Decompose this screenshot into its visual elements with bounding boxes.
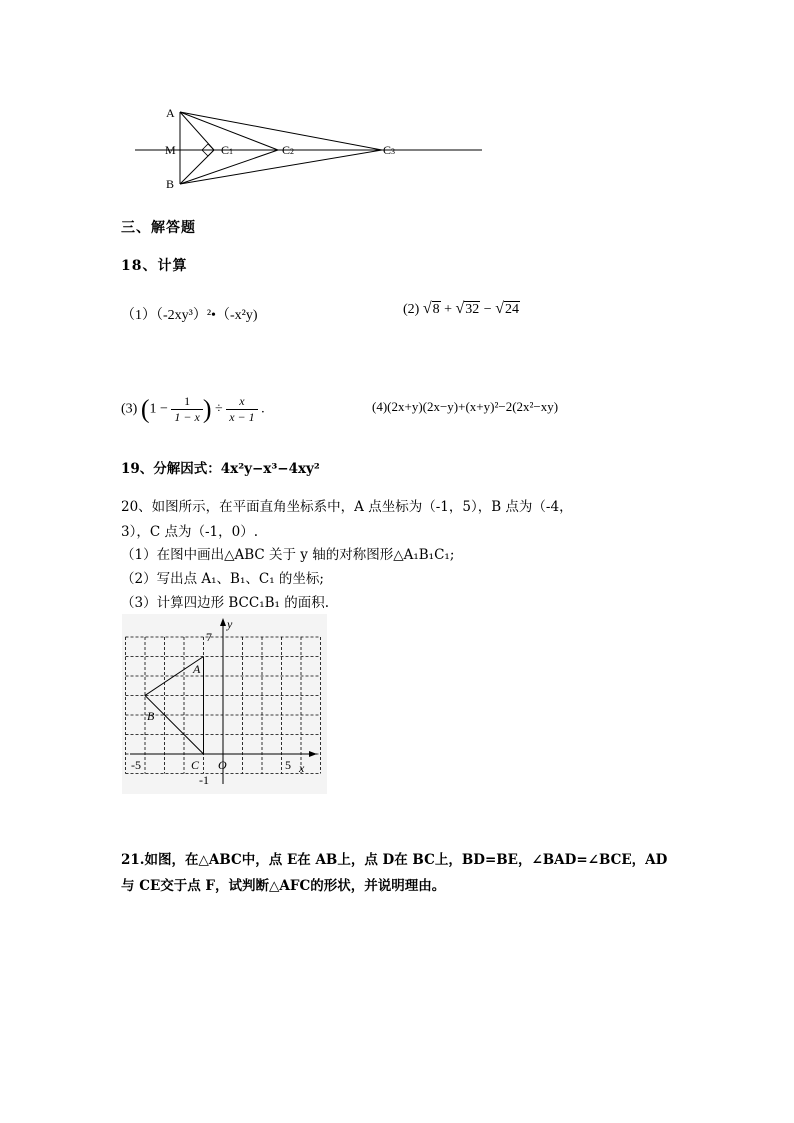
q20-item3: （3）计算四边形 BCC₁B₁ 的面积. xyxy=(121,595,330,611)
section-title-answers: 三、解答题 xyxy=(121,220,196,236)
q18-part3: (3) (1 − $\frac{1}{1 - x}$ ) ÷ $\frac{x}{x - 1}$ . xyxy=(121,394,265,424)
q18-title: 18、计算 xyxy=(121,258,188,274)
tick-neg1: -1 xyxy=(199,773,209,787)
q20-line2: 3），C 点为（-1，0）. xyxy=(121,524,258,540)
label-B: B xyxy=(166,177,175,191)
q18-part4: (4)(2x+y)(2x−y)+(x+y)²−2(2x²−xy) xyxy=(372,399,559,414)
q21-line1: 21.如图，在△ABC中，点 E在 AB上，点 D在 BC上，BD=BE，∠BAD=∠BCE，AD xyxy=(121,852,668,868)
q19: 19、分解因式：4x²y−x³−4xy² xyxy=(121,461,320,477)
figure-triangles xyxy=(130,100,490,195)
q20-item2: （2）写出点 A₁、B₁、C₁ 的坐标; xyxy=(121,571,324,587)
y-axis-label: y xyxy=(227,617,233,631)
q18-part2: (2) √8 + √32 − √24 xyxy=(403,300,519,317)
label-C1: C xyxy=(221,143,230,157)
tick-neg5: -5 xyxy=(131,758,141,772)
point-C-label: C xyxy=(191,758,200,772)
q20-line1: 20、如图所示，在平面直角坐标系中，A 点坐标为（-1，5），B 点为（-4， xyxy=(121,499,573,515)
label-C3: C xyxy=(383,143,392,157)
svg-text:C2: C2 xyxy=(282,143,295,157)
tick-7: 7 xyxy=(206,630,212,644)
origin-label: O xyxy=(218,758,227,772)
coordinate-grid-figure xyxy=(122,614,327,794)
q20-item1: （1）在图中画出△ABC 关于 y 轴的对称图形△A₁B₁C₁; xyxy=(121,547,455,563)
label-A: A xyxy=(166,106,175,120)
point-A-label: A xyxy=(193,662,201,676)
svg-text:C1: C1 xyxy=(221,143,234,157)
label-C2: C xyxy=(282,143,291,157)
svg-text:C3: C3 xyxy=(383,143,396,157)
q21-line2: 与 CE交于点 F，试判断△AFC的形状，并说明理由。 xyxy=(121,878,446,894)
x-axis-label: x xyxy=(299,761,305,775)
label-M: M xyxy=(165,143,176,157)
point-B-label: B xyxy=(147,709,155,723)
tick-5: 5 xyxy=(285,758,291,772)
q18-part1: （1）（-2xy³）²•（-x²y) xyxy=(121,308,258,323)
